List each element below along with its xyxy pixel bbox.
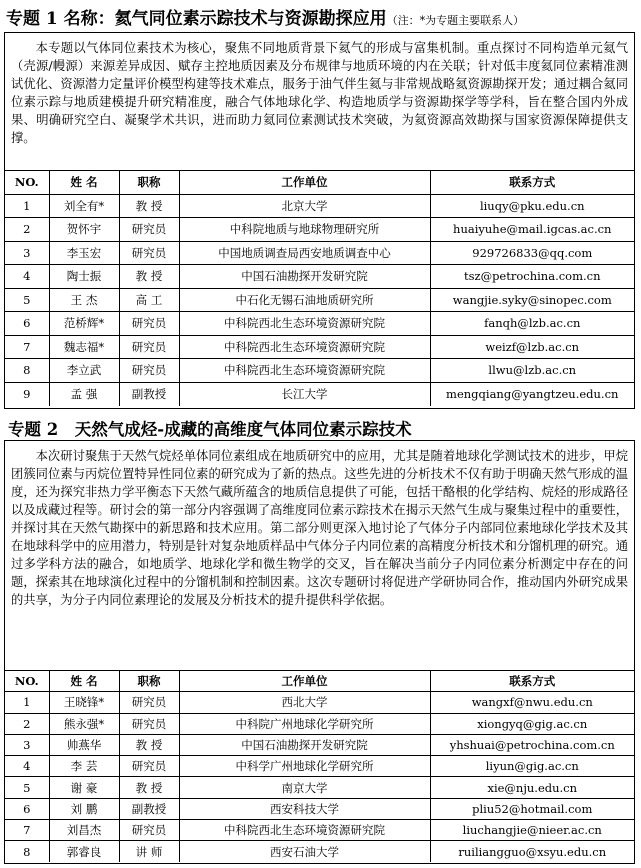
cell-name: 熊永强* [49, 713, 119, 734]
cell-contact[interactable]: wangjie.syky@sinopec.com [430, 288, 634, 312]
cell-no: 2 [5, 218, 49, 242]
table-row [5, 841, 634, 862]
cell-no: 7 [5, 820, 49, 841]
cell-name: 王晓锋* [49, 692, 119, 713]
cell-affiliation: 中国地质调查局西安地质调查中心 [179, 241, 430, 265]
cell-contact[interactable]: xiongyq@gig.ac.cn [430, 713, 634, 734]
topic2-box [4, 440, 635, 864]
cell-title: 研究员 [119, 241, 179, 265]
cell-affiliation: 南京大学 [179, 777, 430, 798]
cell-no: 4 [5, 265, 49, 289]
table-row [5, 382, 634, 406]
table-header-row [5, 671, 634, 692]
header-name: 姓 名 [49, 671, 119, 692]
cell-title: 教 授 [119, 265, 179, 289]
cell-contact[interactable]: xie@nju.edu.cn [430, 777, 634, 798]
cell-no: 1 [5, 692, 49, 713]
cell-no: 2 [5, 713, 49, 734]
cell-title: 教 授 [119, 734, 179, 755]
cell-title: 研究员 [119, 713, 179, 734]
cell-affiliation: 西安科技大学 [179, 798, 430, 819]
cell-contact[interactable]: pliu52@hotmail.com [430, 798, 634, 819]
cell-no: 5 [5, 288, 49, 312]
table-row [5, 241, 634, 265]
cell-affiliation: 北京大学 [179, 194, 430, 218]
cell-title: 副教授 [119, 382, 179, 406]
cell-name: 李立武 [49, 359, 119, 383]
table-row [5, 713, 634, 734]
topic1-description: 本专题以气体同位素技术为核心，聚焦不同地质背景下氦气的形成与富集机制。重点探讨不同构造单元氦气（壳源/幔源）来源差异成因、赋存主控地质因素及分布规律与地质环境的内在关联；针对低丰度氦同位素精准测试优化、资源潜力定量评价模型构建等技术难点，服务于油气伴生氦与非常规战略氦资源勘探开发；通过耦合氦同位素示踪与地质建模提升研究精准度，融合气体地球化学、构造地质学与资源勘探学等学科，旨在整合国内外成果、明确研究空白、凝聚学术共识，进而助力氦同位素测试技术突破，为氦资源高效勘探与国家资源保障提供支撑。 [11, 41, 628, 145]
cell-contact[interactable]: mengqiang@yangtzeu.edu.cn [430, 382, 634, 406]
cell-title: 高 工 [119, 288, 179, 312]
cell-no: 8 [5, 359, 49, 383]
cell-name: 郭睿良 [49, 841, 119, 862]
table-row [5, 692, 634, 713]
table-row [5, 777, 634, 798]
table-row [5, 798, 634, 819]
cell-title: 研究员 [119, 692, 179, 713]
cell-no: 9 [5, 382, 49, 406]
cell-name: 孟 强 [49, 382, 119, 406]
header-contact: 联系方式 [430, 671, 634, 692]
table-header-row [5, 171, 634, 195]
cell-no: 4 [5, 756, 49, 777]
cell-name: 李 芸 [49, 756, 119, 777]
cell-no: 6 [5, 312, 49, 336]
cell-contact[interactable]: tsz@petrochina.com.cn [430, 265, 634, 289]
header-name: 姓 名 [49, 171, 119, 195]
cell-contact[interactable]: weizf@lzb.ac.cn [430, 335, 634, 359]
table-row [5, 194, 634, 218]
cell-contact[interactable]: fanqh@lzb.ac.cn [430, 312, 634, 336]
cell-affiliation: 中科学广州地球化学研究所 [179, 756, 430, 777]
cell-no: 5 [5, 777, 49, 798]
cell-name: 谢 豪 [49, 777, 119, 798]
topic2-member-table [5, 670, 634, 862]
table-row [5, 312, 634, 336]
cell-contact[interactable]: llwu@lzb.ac.cn [430, 359, 634, 383]
cell-contact[interactable]: liuqy@pku.edu.cn [430, 194, 634, 218]
cell-name: 帅燕华 [49, 734, 119, 755]
cell-title: 讲 师 [119, 841, 179, 862]
cell-contact[interactable]: wangxf@nwu.edu.cn [430, 692, 634, 713]
cell-affiliation: 西北大学 [179, 692, 430, 713]
cell-affiliation: 中科院西北生态环境资源研究院 [179, 359, 430, 383]
cell-no: 1 [5, 194, 49, 218]
table-row [5, 218, 634, 242]
header-contact: 联系方式 [430, 171, 634, 195]
cell-no: 3 [5, 241, 49, 265]
cell-name: 王 杰 [49, 288, 119, 312]
cell-name: 刘 鹏 [49, 798, 119, 819]
cell-name: 李玉宏 [49, 241, 119, 265]
cell-affiliation: 中科院西北生态环境资源研究院 [179, 312, 430, 336]
table-row [5, 288, 634, 312]
cell-name: 贺怀宇 [49, 218, 119, 242]
cell-affiliation: 中科院西北生态环境资源研究院 [179, 820, 430, 841]
cell-affiliation: 西安石油大学 [179, 841, 430, 862]
topic1-title [6, 4, 524, 29]
topic1-title-text: 专题 1 名称：氦气同位素示踪技术与资源勘探应用 [6, 9, 387, 29]
table-row [5, 359, 634, 383]
topic1-member-table [5, 170, 634, 406]
header-affiliation: 工作单位 [179, 171, 430, 195]
cell-contact[interactable]: yhshuai@petrochina.com.cn [430, 734, 634, 755]
table-row [5, 734, 634, 755]
table-row [5, 335, 634, 359]
cell-name: 魏志福* [49, 335, 119, 359]
cell-contact[interactable]: 929726833@qq.com [430, 241, 634, 265]
cell-contact[interactable]: liyun@gig.ac.cn [430, 756, 634, 777]
topic1-box [4, 32, 635, 409]
topic2-description: 本次研讨聚焦于天然气烷烃单体同位素组成在地质研究中的应用，尤其是随着地球化学测试技术的进步，甲烷团簇同位素与丙烷位置特异性同位素的研究成为了新的热点。这些先进的分析技术不仅有助于明确天然气形成的温度，还为探究非热力学平衡态下天然气藏所蕴含的地质信息提供了可能，包括干酪根的化学结构、烷烃的形成路径以及成藏过程等。研讨会的第一部分内容强调了高维度同位素示踪技术在揭示天然气生成与聚集过程中的重要性，并探讨其在天然气勘探中的新思路和技术应用。第二部分则更深入地讨论了气体分子内部同位素地球化学技术及其在地球科学中的应用潜力，特别是针对复杂地质样品中气体分子内同位素的高精度分析技术和分馏机理的研究。通过多学科方法的融合，如地质学、地球化学和微生物学的交叉，旨在解决当前分子内同位素分析测定中存在的问题，探索其在地球演化过程中的分馏机制和控制因素。这次专题研讨将促进产学研协同合作，推动国内外研究成果的共享，为分子内同位素理论的发展及分析技术的提升提供科学依据。 [11, 449, 628, 607]
cell-title: 研究员 [119, 335, 179, 359]
cell-affiliation: 中科院西北生态环境资源研究院 [179, 335, 430, 359]
cell-no: 3 [5, 734, 49, 755]
table-row [5, 756, 634, 777]
header-title: 职称 [119, 671, 179, 692]
cell-contact[interactable]: huaiyuhe@mail.igcas.ac.cn [430, 218, 634, 242]
cell-title: 研究员 [119, 359, 179, 383]
cell-no: 7 [5, 335, 49, 359]
topic1-note: （注：*为专题主要联系人） [386, 14, 525, 27]
cell-affiliation: 长江大学 [179, 382, 430, 406]
cell-title: 研究员 [119, 820, 179, 841]
cell-contact[interactable]: ruiliangguo@xsyu.edu.cn [430, 841, 634, 862]
header-affiliation: 工作单位 [179, 671, 430, 692]
cell-name: 陶士振 [49, 265, 119, 289]
table-row [5, 265, 634, 289]
cell-name: 刘全有* [49, 194, 119, 218]
cell-affiliation: 中科院广州地球化学研究所 [179, 713, 430, 734]
header-no: NO. [5, 671, 49, 692]
cell-title: 教 授 [119, 777, 179, 798]
cell-title: 研究员 [119, 756, 179, 777]
cell-affiliation: 中国石油勘探开发研究院 [179, 265, 430, 289]
table-row [5, 820, 634, 841]
cell-name: 范桥辉* [49, 312, 119, 336]
header-no: NO. [5, 171, 49, 195]
cell-no: 8 [5, 841, 49, 862]
cell-title: 副教授 [119, 798, 179, 819]
cell-no: 6 [5, 798, 49, 819]
cell-title: 研究员 [119, 312, 179, 336]
topic2-title: 专题 2 天然气成烃-成藏的高维度气体同位素示踪技术 [8, 420, 412, 439]
cell-affiliation: 中科院地质与地球物理研究所 [179, 218, 430, 242]
cell-title: 教 授 [119, 194, 179, 218]
cell-contact[interactable]: liuchangjie@nieer.ac.cn [430, 820, 634, 841]
cell-title: 研究员 [119, 218, 179, 242]
header-title: 职称 [119, 171, 179, 195]
cell-affiliation: 中国石油勘探开发研究院 [179, 734, 430, 755]
cell-name: 刘昌杰 [49, 820, 119, 841]
cell-affiliation: 中石化无锡石油地质研究所 [179, 288, 430, 312]
